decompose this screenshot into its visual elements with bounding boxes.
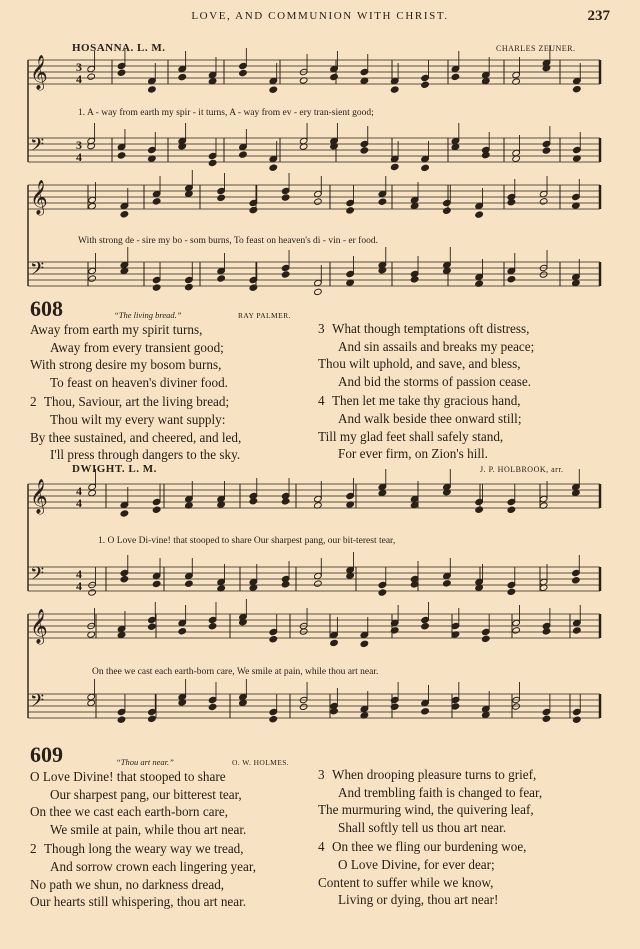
- verse-number: 2: [30, 841, 37, 857]
- note-head: [378, 489, 387, 496]
- verse-line: The murmuring wind, the quivering leaf,: [318, 802, 534, 818]
- note-head: [178, 73, 187, 80]
- note-head: [269, 86, 278, 93]
- time-signature: 4: [76, 567, 82, 581]
- note-head: [239, 69, 248, 76]
- verse-line: Away from every transient good;: [50, 339, 224, 355]
- note-head: [217, 275, 226, 282]
- note-head: [421, 81, 430, 88]
- note-head: [378, 198, 387, 205]
- hymn-epigraph: “Thou art near.”: [116, 757, 174, 767]
- note-head: [148, 86, 157, 93]
- verse-line: And trembling faith is changed to fear,: [338, 784, 543, 800]
- note-head: [451, 73, 460, 80]
- note-head: [299, 628, 308, 635]
- note-head: [507, 506, 516, 513]
- verse-line: No path we shun, no darkness dread,: [30, 876, 225, 892]
- note-head: [539, 198, 548, 205]
- note-head: [120, 575, 129, 582]
- verse-line: Our hearts still whispering, thou art near.: [30, 894, 247, 910]
- note-head: [239, 151, 248, 158]
- note-head: [87, 73, 96, 80]
- note-head: [507, 276, 516, 283]
- note-head: [512, 627, 521, 634]
- verse-line: When drooping pleasure turns to grief,: [332, 767, 537, 782]
- note-head: [88, 589, 97, 596]
- note-head: [152, 284, 161, 291]
- verse-line: Content to suffer while we know,: [318, 874, 494, 890]
- note-head: [314, 198, 323, 205]
- page-header: LOVE, AND COMMUNION WITH CHRIST.: [191, 10, 449, 22]
- hymn-author: O. W. HOLMES.: [232, 758, 290, 767]
- note-head: [185, 283, 194, 290]
- verse-number: 4: [318, 393, 325, 409]
- note-head: [572, 577, 581, 584]
- note-head: [390, 86, 399, 93]
- note-head: [120, 510, 129, 517]
- verse-line: For ever firm, on Zion's hill.: [338, 446, 488, 462]
- note-head: [542, 147, 551, 154]
- note-head: [281, 498, 290, 505]
- tune-composer: CHARLES ZEUNER.: [496, 44, 576, 53]
- note-head: [208, 623, 217, 630]
- verse-line: Till my glad feet shall safely stand,: [318, 428, 504, 444]
- verse-number: 4: [318, 839, 325, 855]
- note-head: [249, 284, 258, 291]
- verse-column-left: [30, 768, 256, 911]
- verse-line: Thou wilt my every want supply:: [50, 411, 226, 427]
- note-head: [421, 708, 430, 715]
- verse-line: Our sharpest pang, our bitterest tear,: [50, 786, 242, 802]
- note-head: [346, 207, 355, 214]
- verse-column-left: [30, 321, 241, 464]
- verse-number: 2: [30, 394, 37, 410]
- note-head: [88, 275, 97, 282]
- note-head: [117, 152, 126, 159]
- verse-line: I'll press through dangers to the sky.: [50, 447, 241, 463]
- verse-column-right: [318, 320, 534, 463]
- lyric-line: On thee we cast each earth-born care, We smile at pain, while thou art near.: [92, 667, 379, 677]
- time-signature: 4: [76, 72, 82, 86]
- hymn-epigraph: “The living bread.”: [114, 310, 182, 320]
- verse-line: O Love Divine! that stooped to share: [30, 769, 226, 784]
- note-head: [542, 715, 551, 722]
- note-head: [443, 580, 452, 587]
- verse-line: Thou wilt uphold, and save, and bless,: [318, 356, 521, 372]
- note-head: [120, 211, 129, 218]
- note-head: [178, 628, 187, 635]
- note-head: [152, 580, 161, 587]
- tune-title: DWIGHT. L. M.: [72, 463, 157, 475]
- verse-line: And sin assails and breaks my peace;: [338, 338, 535, 354]
- lyric-line: 1. O Love Di-vine! that stooped to share Our sharpest pang, our bit-terest tear,: [98, 536, 396, 546]
- note-head: [573, 716, 582, 723]
- verse-line: And sorrow crown each lingering year,: [50, 858, 257, 874]
- note-head: [152, 506, 161, 513]
- note-head: [573, 627, 582, 634]
- note-head: [360, 640, 369, 647]
- verse-line: We smile at pain, while thou art near.: [50, 821, 247, 837]
- treble-clef: 𝄞: [30, 479, 48, 514]
- treble-clef: 𝄞: [30, 55, 48, 90]
- note-head: [281, 194, 290, 201]
- note-head: [378, 589, 387, 596]
- verse-number: 3: [318, 767, 325, 782]
- note-head: [360, 147, 369, 154]
- verse-number: 3: [318, 321, 325, 336]
- treble-clef: 𝄞: [30, 180, 48, 215]
- note-head: [475, 211, 484, 218]
- note-head: [281, 271, 290, 278]
- verse-line: With strong desire my bosom burns,: [30, 357, 222, 373]
- bass-clef: 𝄢: [30, 135, 45, 160]
- note-head: [148, 715, 157, 722]
- note-head: [87, 699, 96, 706]
- verse-line: On thee we fling our burdening woe,: [332, 839, 527, 855]
- time-signature: 3: [76, 60, 82, 74]
- note-head: [314, 580, 323, 587]
- page-number: 237: [587, 8, 610, 24]
- note-head: [148, 623, 157, 630]
- time-signature: 4: [76, 579, 82, 593]
- tune-composer: J. P. HOLBROOK, arr.: [480, 465, 564, 474]
- bass-clef: 𝄢: [30, 691, 45, 716]
- verse-line: O Love Divine, for ever dear;: [338, 856, 495, 872]
- note-head: [512, 703, 521, 710]
- note-head: [539, 271, 548, 278]
- verse-line: Living or dying, thou art near!: [338, 892, 499, 908]
- note-head: [330, 73, 339, 80]
- note-head: [443, 207, 452, 214]
- note-head: [314, 288, 323, 295]
- note-head: [421, 623, 430, 630]
- note-head: [208, 159, 217, 166]
- note-head: [249, 206, 258, 213]
- note-head: [208, 703, 217, 710]
- verse-column-right: [318, 766, 542, 909]
- verse-line: And bid the storms of passion cease.: [338, 373, 532, 389]
- hymn-number: 609: [30, 742, 63, 767]
- note-head: [117, 716, 126, 723]
- note-head: [88, 489, 97, 496]
- verse-line: Away from earth my spirit turns,: [30, 322, 203, 337]
- hymn-number: 608: [30, 296, 63, 321]
- note-head: [152, 198, 161, 205]
- lyric-line: 1. A - way from earth my spir - it turns, A - way from ev - ery tran-sient good;: [78, 108, 374, 118]
- note-head: [299, 703, 308, 710]
- note-head: [410, 276, 419, 283]
- verse-line: By thee sustained, and cheered, and led,: [30, 429, 242, 445]
- note-head: [421, 164, 430, 171]
- verse-line: Thou, Saviour, art the living bread;: [44, 394, 230, 410]
- tune-title: HOSANNA. L. M.: [72, 42, 166, 54]
- note-head: [117, 631, 126, 638]
- note-head: [573, 86, 582, 93]
- treble-clef: 𝄞: [30, 609, 48, 644]
- bass-clef: 𝄢: [30, 259, 45, 284]
- verse-line: Though long the weary way we tread,: [44, 841, 244, 857]
- time-signature: 4: [76, 150, 82, 164]
- note-head: [481, 635, 490, 642]
- verse-line: What though temptations oft distress,: [332, 321, 530, 336]
- note-head: [475, 506, 484, 513]
- note-head: [390, 163, 399, 170]
- time-signature: 4: [76, 484, 82, 498]
- note-head: [330, 639, 339, 646]
- verse-line: To feast on heaven's diviner food.: [50, 374, 228, 390]
- note-head: [269, 636, 278, 643]
- note-head: [117, 69, 126, 76]
- hymn-author: RAY PALMER.: [238, 311, 291, 320]
- verse-line: Then let me take thy gracious hand,: [332, 393, 521, 409]
- lyric-line: With strong de - sire my bo - som burns, To feast on heaven's di - vin - er food.: [78, 236, 378, 246]
- time-signature: 3: [76, 138, 82, 152]
- note-head: [269, 715, 278, 722]
- verse-line: On thee we cast each earth-born care,: [30, 804, 229, 820]
- note-head: [542, 628, 551, 635]
- note-head: [269, 164, 278, 171]
- verse-line: And walk beside thee onward still;: [338, 410, 522, 426]
- time-signature: 4: [76, 496, 82, 510]
- bass-clef: 𝄢: [30, 564, 45, 589]
- note-head: [185, 580, 194, 587]
- verse-line: Shall softly tell us thou art near.: [338, 819, 507, 835]
- note-head: [507, 588, 516, 595]
- note-head: [217, 194, 226, 201]
